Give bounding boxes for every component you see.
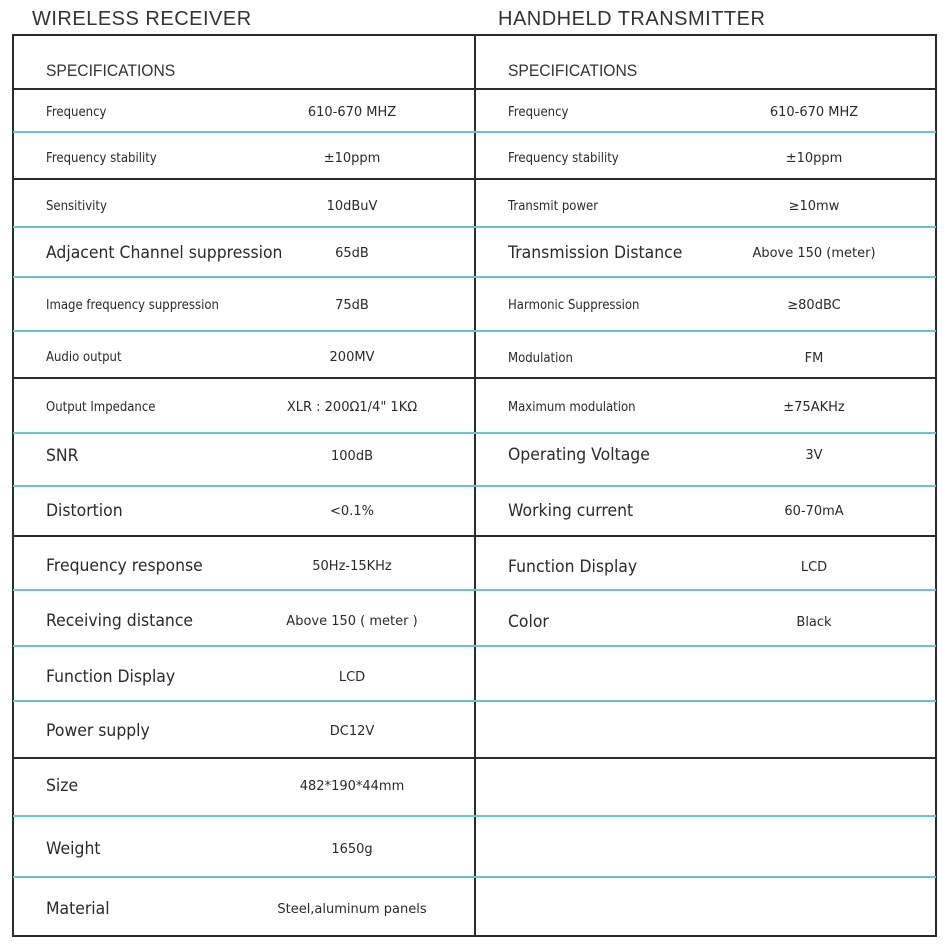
transmitter-spec-value: LCD [800, 560, 828, 575]
transmitter-spec-label: Maximum modulation [508, 399, 636, 415]
row-separator [13, 815, 936, 817]
row-separator [13, 535, 936, 537]
transmitter-spec-label: Transmission Distance [508, 242, 683, 263]
receiver-spec-value: Above 150 ( meter ) [286, 614, 418, 629]
receiver-spec-label: Frequency stability [46, 150, 157, 166]
row-separator [13, 757, 936, 759]
receiver-spec-value: 1650g [331, 842, 373, 857]
row-separator [13, 131, 936, 133]
transmitter-spec-label: Function Display [508, 556, 638, 577]
row-separator [13, 876, 936, 878]
transmitter-spec-label: Transmit power [508, 198, 599, 214]
transmitter-spec-value: ≥80dBC [787, 298, 841, 313]
transmitter-spec-label: Frequency [508, 104, 569, 120]
transmitter-spec-value: Above 150 (meter) [752, 246, 876, 261]
receiver-spec-value: XLR : 200Ω1/4" 1KΩ [286, 400, 418, 415]
row-separator [13, 88, 936, 90]
row-separator [13, 485, 936, 487]
row-separator [13, 330, 936, 332]
receiver-spec-label: Material [46, 898, 110, 919]
receiver-spec-label: Adjacent Channel suppression [46, 242, 283, 263]
receiver-section-heading: SPECIFICATIONS [46, 61, 176, 80]
receiver-spec-label: Audio output [46, 349, 122, 365]
receiver-spec-label: Output Impedance [46, 399, 156, 415]
row-separator [13, 226, 936, 228]
transmitter-spec-label: Working current [508, 500, 634, 521]
transmitter-spec-value: ≥10mw [788, 199, 840, 214]
receiver-spec-value: DC12V [329, 724, 375, 739]
receiver-spec-label: Power supply [46, 720, 150, 741]
transmitter-spec-value: ±10ppm [785, 151, 843, 166]
receiver-spec-label: Receiving distance [46, 610, 194, 631]
receiver-spec-value: LCD [338, 670, 366, 685]
receiver-spec-value: <0.1% [330, 504, 374, 519]
receiver-spec-label: Distortion [46, 500, 123, 521]
receiver-spec-value: 75dB [335, 298, 369, 313]
receiver-spec-value: 100dB [331, 449, 373, 464]
transmitter-spec-label: Harmonic Suppression [508, 297, 640, 313]
receiver-spec-value: 65dB [335, 246, 369, 261]
transmitter-spec-label: Frequency stability [508, 150, 619, 166]
receiver-spec-value: 610-670 MHZ [307, 105, 397, 120]
transmitter-spec-value: 3V [805, 448, 823, 463]
transmitter-spec-value: Black [796, 615, 832, 630]
transmitter-title: HANDHELD TRANSMITTER [498, 8, 766, 30]
transmitter-spec-value: ±75AKHz [783, 400, 845, 415]
receiver-spec-value: Steel,aluminum panels [277, 902, 427, 917]
receiver-spec-value: 482*190*44mm [299, 779, 405, 794]
receiver-spec-label: Function Display [46, 666, 176, 687]
receiver-title: WIRELESS RECEIVER [32, 8, 252, 30]
transmitter-spec-value: 610-670 MHZ [769, 105, 859, 120]
transmitter-spec-value: FM [804, 351, 824, 366]
row-separator [13, 276, 936, 278]
row-separator [13, 178, 936, 180]
row-separator [13, 589, 936, 591]
receiver-spec-value: 200MV [329, 350, 375, 365]
receiver-spec-value: ±10ppm [323, 151, 381, 166]
receiver-spec-value: 10dBuV [326, 199, 378, 214]
receiver-spec-label: Size [46, 775, 79, 796]
receiver-spec-label: SNR [46, 445, 79, 466]
row-separator [13, 700, 936, 702]
transmitter-spec-label: Operating Voltage [508, 444, 650, 465]
receiver-spec-label: Sensitivity [46, 198, 107, 214]
transmitter-spec-label: Color [508, 611, 549, 632]
row-separator [13, 645, 936, 647]
receiver-spec-label: Image frequency suppression [46, 297, 219, 313]
row-separator [13, 377, 936, 379]
receiver-spec-label: Frequency response [46, 555, 203, 576]
row-separator [13, 432, 936, 434]
transmitter-section-heading: SPECIFICATIONS [508, 61, 638, 80]
receiver-spec-label: Frequency [46, 104, 107, 120]
receiver-spec-label: Weight [46, 838, 101, 859]
receiver-spec-value: 50Hz-15KHz [312, 559, 392, 574]
transmitter-spec-value: 60-70mA [784, 504, 844, 519]
transmitter-spec-label: Modulation [508, 350, 573, 366]
